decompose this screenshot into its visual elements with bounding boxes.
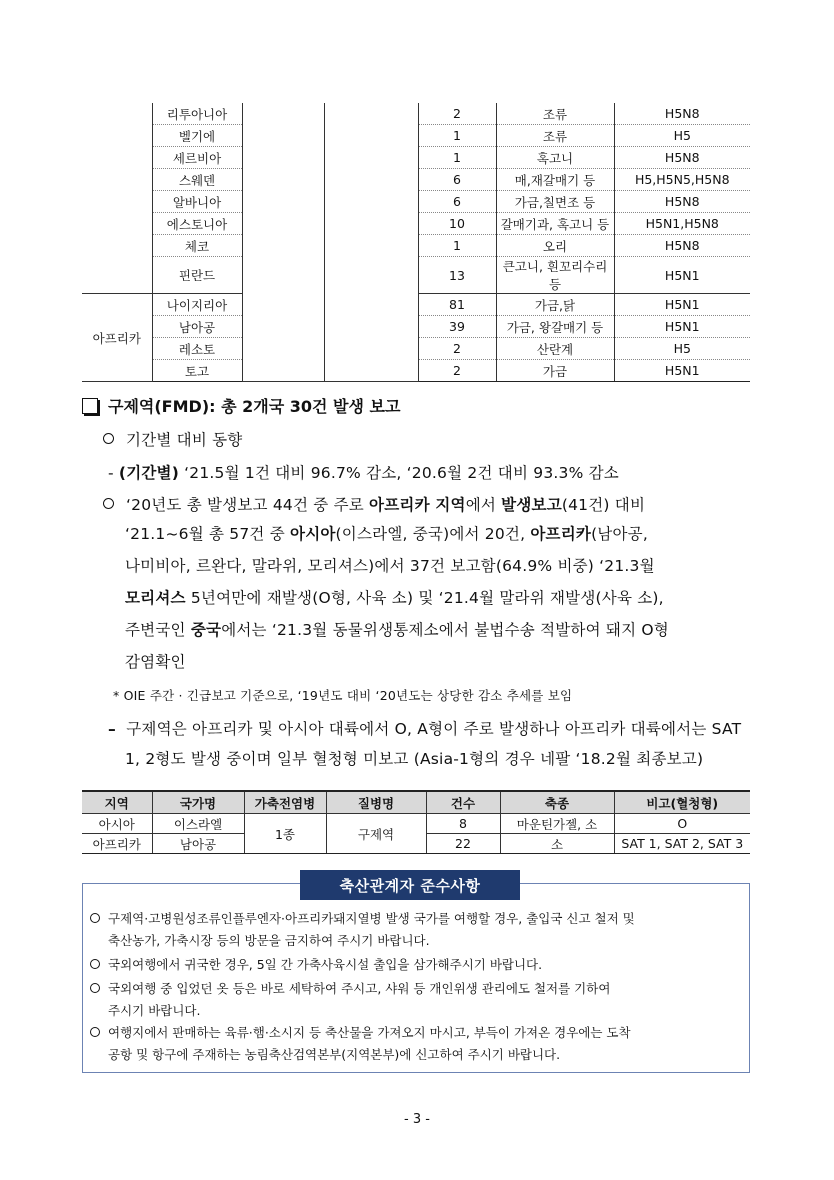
country-cell: 에스토니아 [152, 213, 242, 235]
country-cell: 토고 [152, 360, 242, 382]
dash-marker: - [108, 464, 119, 482]
cases-cell: 22 [426, 834, 500, 854]
country-cell: 벨기에 [152, 125, 242, 147]
header-disease: 질병명 [326, 791, 426, 814]
header-serotype: 비고(혈청형) [614, 791, 750, 814]
notice-item [90, 978, 745, 1022]
text-span: 국외여행 중 입었던 옷 등은 바로 세탁하여 주시고, 샤워 등 개인위생 관리에도 철저를 기하여 [108, 981, 611, 996]
country-cell: 리투아니아 [152, 103, 242, 125]
notice-item [90, 954, 745, 976]
header-category: 가축전염병 [244, 791, 326, 814]
cases-cell: 13 [418, 257, 496, 294]
country-cell: 레소토 [152, 338, 242, 360]
checkbox-square-icon [82, 398, 98, 414]
species-cell: 조류 [496, 125, 614, 147]
header-cases: 건수 [426, 791, 500, 814]
serotype-cell: H5 [614, 125, 750, 147]
serotype-cell: H5,H5N5,H5N8 [614, 169, 750, 191]
text-span: 구제역은 아프리카 및 아시아 대륙에서 O, A형이 주로 발생하나 아프리카 대륙에서는 SAT [126, 720, 742, 738]
species-cell: 산란계 [496, 338, 614, 360]
region-cell: 아시아 [82, 814, 152, 834]
species-cell: 가금 [496, 360, 614, 382]
text-span: 여행지에서 판매하는 육류·햄·소시지 등 축산물을 가져오지 마시고, 부득이 가져온 경우에는 도착 [108, 1025, 631, 1040]
page-number: - 3 - [404, 1112, 430, 1127]
species-cell: 혹고니 [496, 147, 614, 169]
serotype-note-line-1 [108, 717, 741, 739]
cases-cell: 1 [418, 147, 496, 169]
period-comparison-text: ‘21.5월 1건 대비 96.7% 감소, ‘20.6월 2건 대비 93.3% 감소 [179, 464, 619, 482]
notice-title: 축산관계자 준수사항 [300, 870, 520, 900]
species-cell: 매,재갈매기 등 [496, 169, 614, 191]
oie-footnote: * OIE 주간 · 긴급보고 기준으로, ‘19년도 대비 ‘20년도는 상당한 감소 추세를 보임 [113, 688, 573, 703]
circle-bullet-icon [90, 959, 100, 969]
dash-marker: – [108, 720, 116, 738]
text-span: (41건) 대비 [561, 496, 646, 514]
text-span: (이스라엘, 중국)에서 20건, [335, 525, 531, 543]
country-cell: 스웨덴 [152, 169, 242, 191]
circle-bullet-icon [90, 1027, 100, 1037]
serotype-note-line-2 [125, 747, 703, 769]
species-cell: 소 [500, 834, 614, 854]
text-span: 국외여행에서 귀국한 경우, 5일 간 가축사육시설 출입을 삼가해주시기 바랍니다. [108, 957, 543, 972]
summary-line-5 [125, 618, 669, 640]
species-cell: 오리 [496, 235, 614, 257]
summary-line-3 [125, 554, 655, 576]
species-cell: 가금,칠면조 등 [496, 191, 614, 213]
serotype-cell: SAT 1, SAT 2, SAT 3 [614, 834, 750, 854]
emphasis-mauritius: 모리셔스 [125, 589, 186, 607]
text-span: 축산농가, 가축시장 등의 방문을 금지하여 주시기 바랍니다. [108, 933, 430, 948]
country-cell: 체코 [152, 235, 242, 257]
cases-cell: 2 [418, 338, 496, 360]
serotype-cell: H5N8 [614, 103, 750, 125]
circle-bullet-icon [103, 433, 114, 444]
emphasis-report: 발생보고 [501, 496, 562, 514]
cases-cell: 1 [418, 235, 496, 257]
header-country: 국가명 [152, 791, 244, 814]
text-span: ‘20년도 총 발생보고 44건 중 주로 [126, 496, 370, 514]
fmd-table [82, 790, 750, 854]
section-heading [82, 394, 400, 417]
summary-line-4 [125, 586, 664, 608]
circle-bullet-icon [90, 913, 100, 923]
cases-cell: 81 [418, 294, 496, 316]
header-species: 축종 [500, 791, 614, 814]
country-cell: 핀란드 [152, 257, 242, 294]
section-heading-text: 구제역(FMD): 총 2개국 30건 발생 보고 [108, 397, 401, 416]
country-cell: 남아공 [152, 834, 244, 854]
region-cell: 아프리카 [82, 834, 152, 854]
summary-line-2 [125, 522, 648, 544]
trend-label-line [103, 428, 242, 450]
species-cell: 가금, 왕갈매기 등 [496, 316, 614, 338]
serotype-cell: H5N1 [614, 360, 750, 382]
cases-cell: 2 [418, 360, 496, 382]
country-cell: 세르비아 [152, 147, 242, 169]
species-cell: 조류 [496, 103, 614, 125]
cases-cell: 6 [418, 169, 496, 191]
circle-bullet-icon [90, 983, 100, 993]
summary-line-6 [125, 650, 186, 672]
cases-cell: 1 [418, 125, 496, 147]
serotype-cell: H5N1 [614, 316, 750, 338]
blank-cell [324, 103, 418, 382]
text-span: 5년여만에 재발생(O형, 사육 소) 및 ‘21.4월 말라위 재발생(사육 소), [185, 589, 664, 607]
table-row [82, 814, 750, 834]
text-span: 에서 [465, 496, 502, 514]
cases-cell: 8 [426, 814, 500, 834]
cases-cell: 6 [418, 191, 496, 213]
blank-cell [242, 103, 324, 382]
trend-label: 기간별 대비 동향 [126, 431, 243, 449]
emphasis-asia: 아시아 [290, 525, 336, 543]
emphasis-china: 중국 [190, 621, 222, 639]
serotype-cell: H5 [614, 338, 750, 360]
circle-bullet-icon [103, 498, 114, 509]
table-row [82, 103, 750, 125]
species-cell: 큰고니, 흰꼬리수리 등 [496, 257, 614, 294]
species-cell: 갈매기과, 혹고니 등 [496, 213, 614, 235]
period-label: (기간별) [118, 464, 180, 482]
serotype-cell: H5N1 [614, 257, 750, 294]
category-cell: 1종 [244, 814, 326, 854]
text-span: 1, 2형도 발생 중이며 일부 혈청형 미보고 (Asia-1형의 경우 네팔 ‘18.2월 최종보고) [125, 750, 704, 768]
country-cell: 나이지리아 [152, 294, 242, 316]
serotype-cell: H5N1 [614, 294, 750, 316]
text-span: ‘21.1~6월 총 57건 중 [125, 525, 291, 543]
country-cell: 이스라엘 [152, 814, 244, 834]
serotype-cell: O [614, 814, 750, 834]
hpai-country-table [82, 103, 750, 382]
disease-cell: 구제역 [326, 814, 426, 854]
region-cell: 아프리카 [82, 294, 152, 382]
emphasis-africa-region: 아프리카 지역 [369, 496, 466, 514]
region-cell [82, 103, 152, 294]
text-span: 주변국인 [125, 621, 191, 639]
text-span: (남아공, [591, 525, 648, 543]
text-span: 감염확인 [125, 653, 186, 671]
emphasis-africa: 아프리카 [530, 525, 592, 543]
notice-item [90, 908, 745, 952]
cases-cell: 2 [418, 103, 496, 125]
country-cell: 알바니아 [152, 191, 242, 213]
summary-line-1 [103, 493, 645, 515]
text-span: 에서는 ‘21.3월 동물위생통제소에서 불법수송 적발하여 돼지 O형 [221, 621, 669, 639]
text-span: 주시기 바랍니다. [108, 1003, 201, 1018]
species-cell: 가금,닭 [496, 294, 614, 316]
species-cell: 마운틴가젤, 소 [500, 814, 614, 834]
text-span: 구제역·고병원성조류인플루엔자·아프리카돼지열병 발생 국가를 여행할 경우, 출입국 신고 철저 및 [108, 911, 635, 926]
text-span: 공항 및 항구에 주재하는 농림축산검역본부(지역본부)에 신고하여 주시기 바랍니다. [108, 1047, 561, 1062]
serotype-cell: H5N8 [614, 235, 750, 257]
header-region: 지역 [82, 791, 152, 814]
text-span: 나미비아, 르완다, 말라위, 모리셔스)에서 37건 보고함(64.9% 비중) ‘21.3월 [125, 557, 655, 575]
serotype-cell: H5N1,H5N8 [614, 213, 750, 235]
cases-cell: 10 [418, 213, 496, 235]
period-comparison-line [108, 461, 619, 483]
cases-cell: 39 [418, 316, 496, 338]
serotype-cell: H5N8 [614, 191, 750, 213]
serotype-cell: H5N8 [614, 147, 750, 169]
country-cell: 남아공 [152, 316, 242, 338]
notice-item [90, 1022, 745, 1066]
